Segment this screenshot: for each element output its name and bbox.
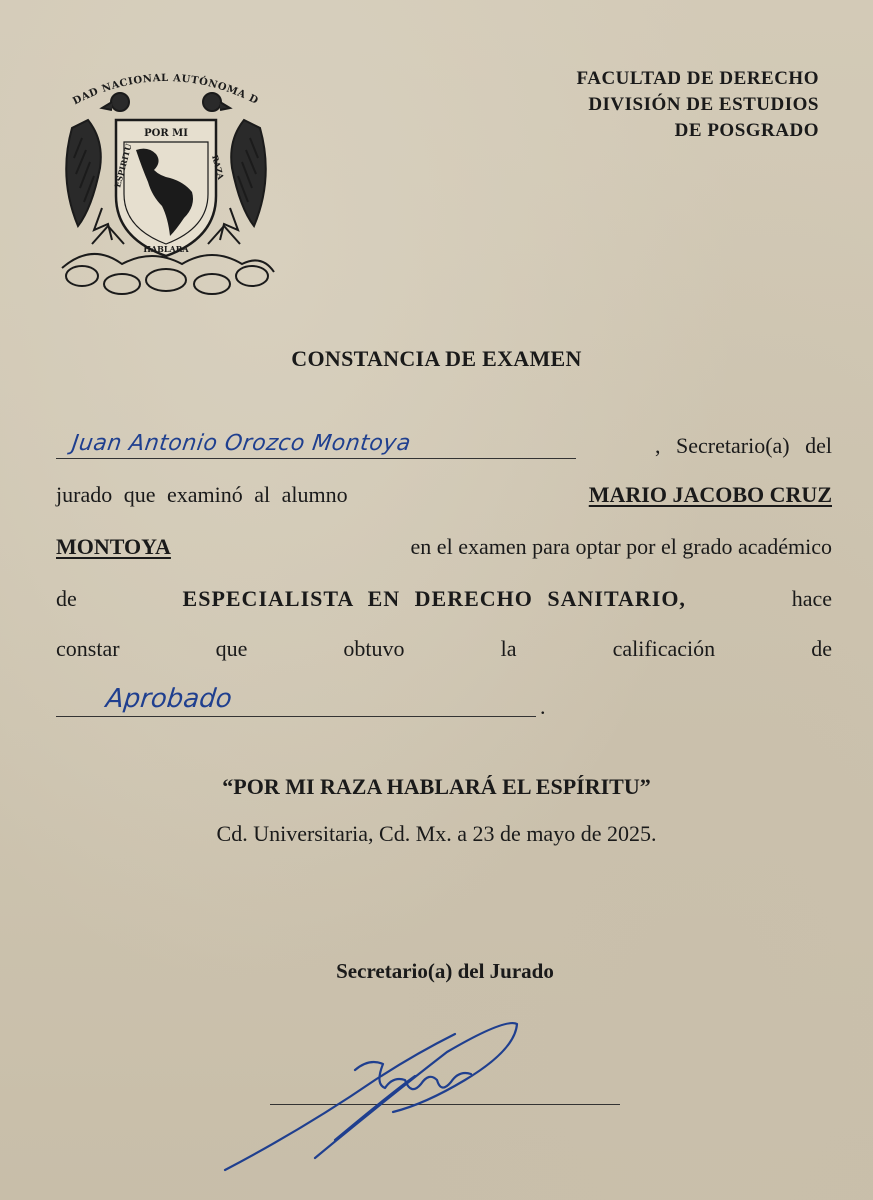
grade-period: . — [540, 694, 546, 719]
svg-text:ESPIRITU: ESPIRITU — [112, 142, 134, 189]
word: de — [811, 636, 832, 661]
student-surname: MONTOYA — [56, 534, 171, 559]
word: de — [56, 586, 77, 611]
grade-field — [56, 684, 536, 717]
word: obtuvo — [343, 636, 405, 661]
svg-text:UNIVERSIDAD NACIONAL AUTÓNOMA: DAD NACIONAL AUTÓNOMA D — [71, 72, 261, 108]
grade-line — [56, 684, 832, 718]
word: la — [500, 636, 517, 661]
body-line-5 — [56, 636, 832, 670]
division-name: DIVISIÓN DE ESTUDIOS — [588, 94, 819, 115]
university-motto: “POR MI RAZA HABLARÁ EL ESPÍRITU” — [222, 774, 651, 799]
document-title: CONSTANCIA DE EXAMEN — [291, 346, 582, 371]
student-name: MARIO JACOBO CRUZ — [588, 482, 832, 507]
degree-name: ESPECIALISTA EN DERECHO SANITARIO, — [182, 586, 686, 611]
word: al — [254, 482, 271, 507]
svg-text:HABLARA: HABLARA — [143, 244, 189, 254]
handwritten-name-field — [56, 428, 576, 459]
handwritten-name: Juan Antonio Orozco Montoya — [70, 431, 413, 456]
division-name-cont: DE POSGRADO — [674, 120, 819, 141]
handwritten-signature — [215, 1010, 545, 1180]
body-line-2 — [56, 482, 832, 516]
signature-role: Secretario(a) del Jurado — [336, 959, 554, 983]
word: que — [123, 482, 156, 507]
svg-text:RAZA: RAZA — [210, 153, 227, 181]
svg-text:POR MI: POR MI — [144, 128, 188, 139]
body-line-3 — [56, 534, 832, 568]
body-line-4 — [56, 586, 832, 620]
word: constar — [56, 636, 120, 661]
faculty-header — [577, 66, 819, 144]
unam-seal-logo — [52, 58, 280, 302]
place-date: Cd. Universitaria, Cd. Mx. a 23 de mayo de 2025. — [216, 821, 657, 846]
handwritten-grade: Aprobado — [104, 684, 234, 714]
word: jurado — [56, 482, 113, 507]
word: hace — [791, 586, 832, 611]
word: que — [215, 636, 248, 661]
exam-purpose-text: en el examen para optar por el grado académico — [410, 534, 832, 559]
word: calificación — [612, 636, 716, 661]
body-line-1 — [56, 428, 832, 462]
secretary-text: , Secretario(a) del — [655, 433, 832, 458]
word: alumno — [281, 482, 348, 507]
word: examinó — [166, 482, 243, 507]
faculty-name: FACULTAD DE DERECHO — [576, 68, 819, 89]
